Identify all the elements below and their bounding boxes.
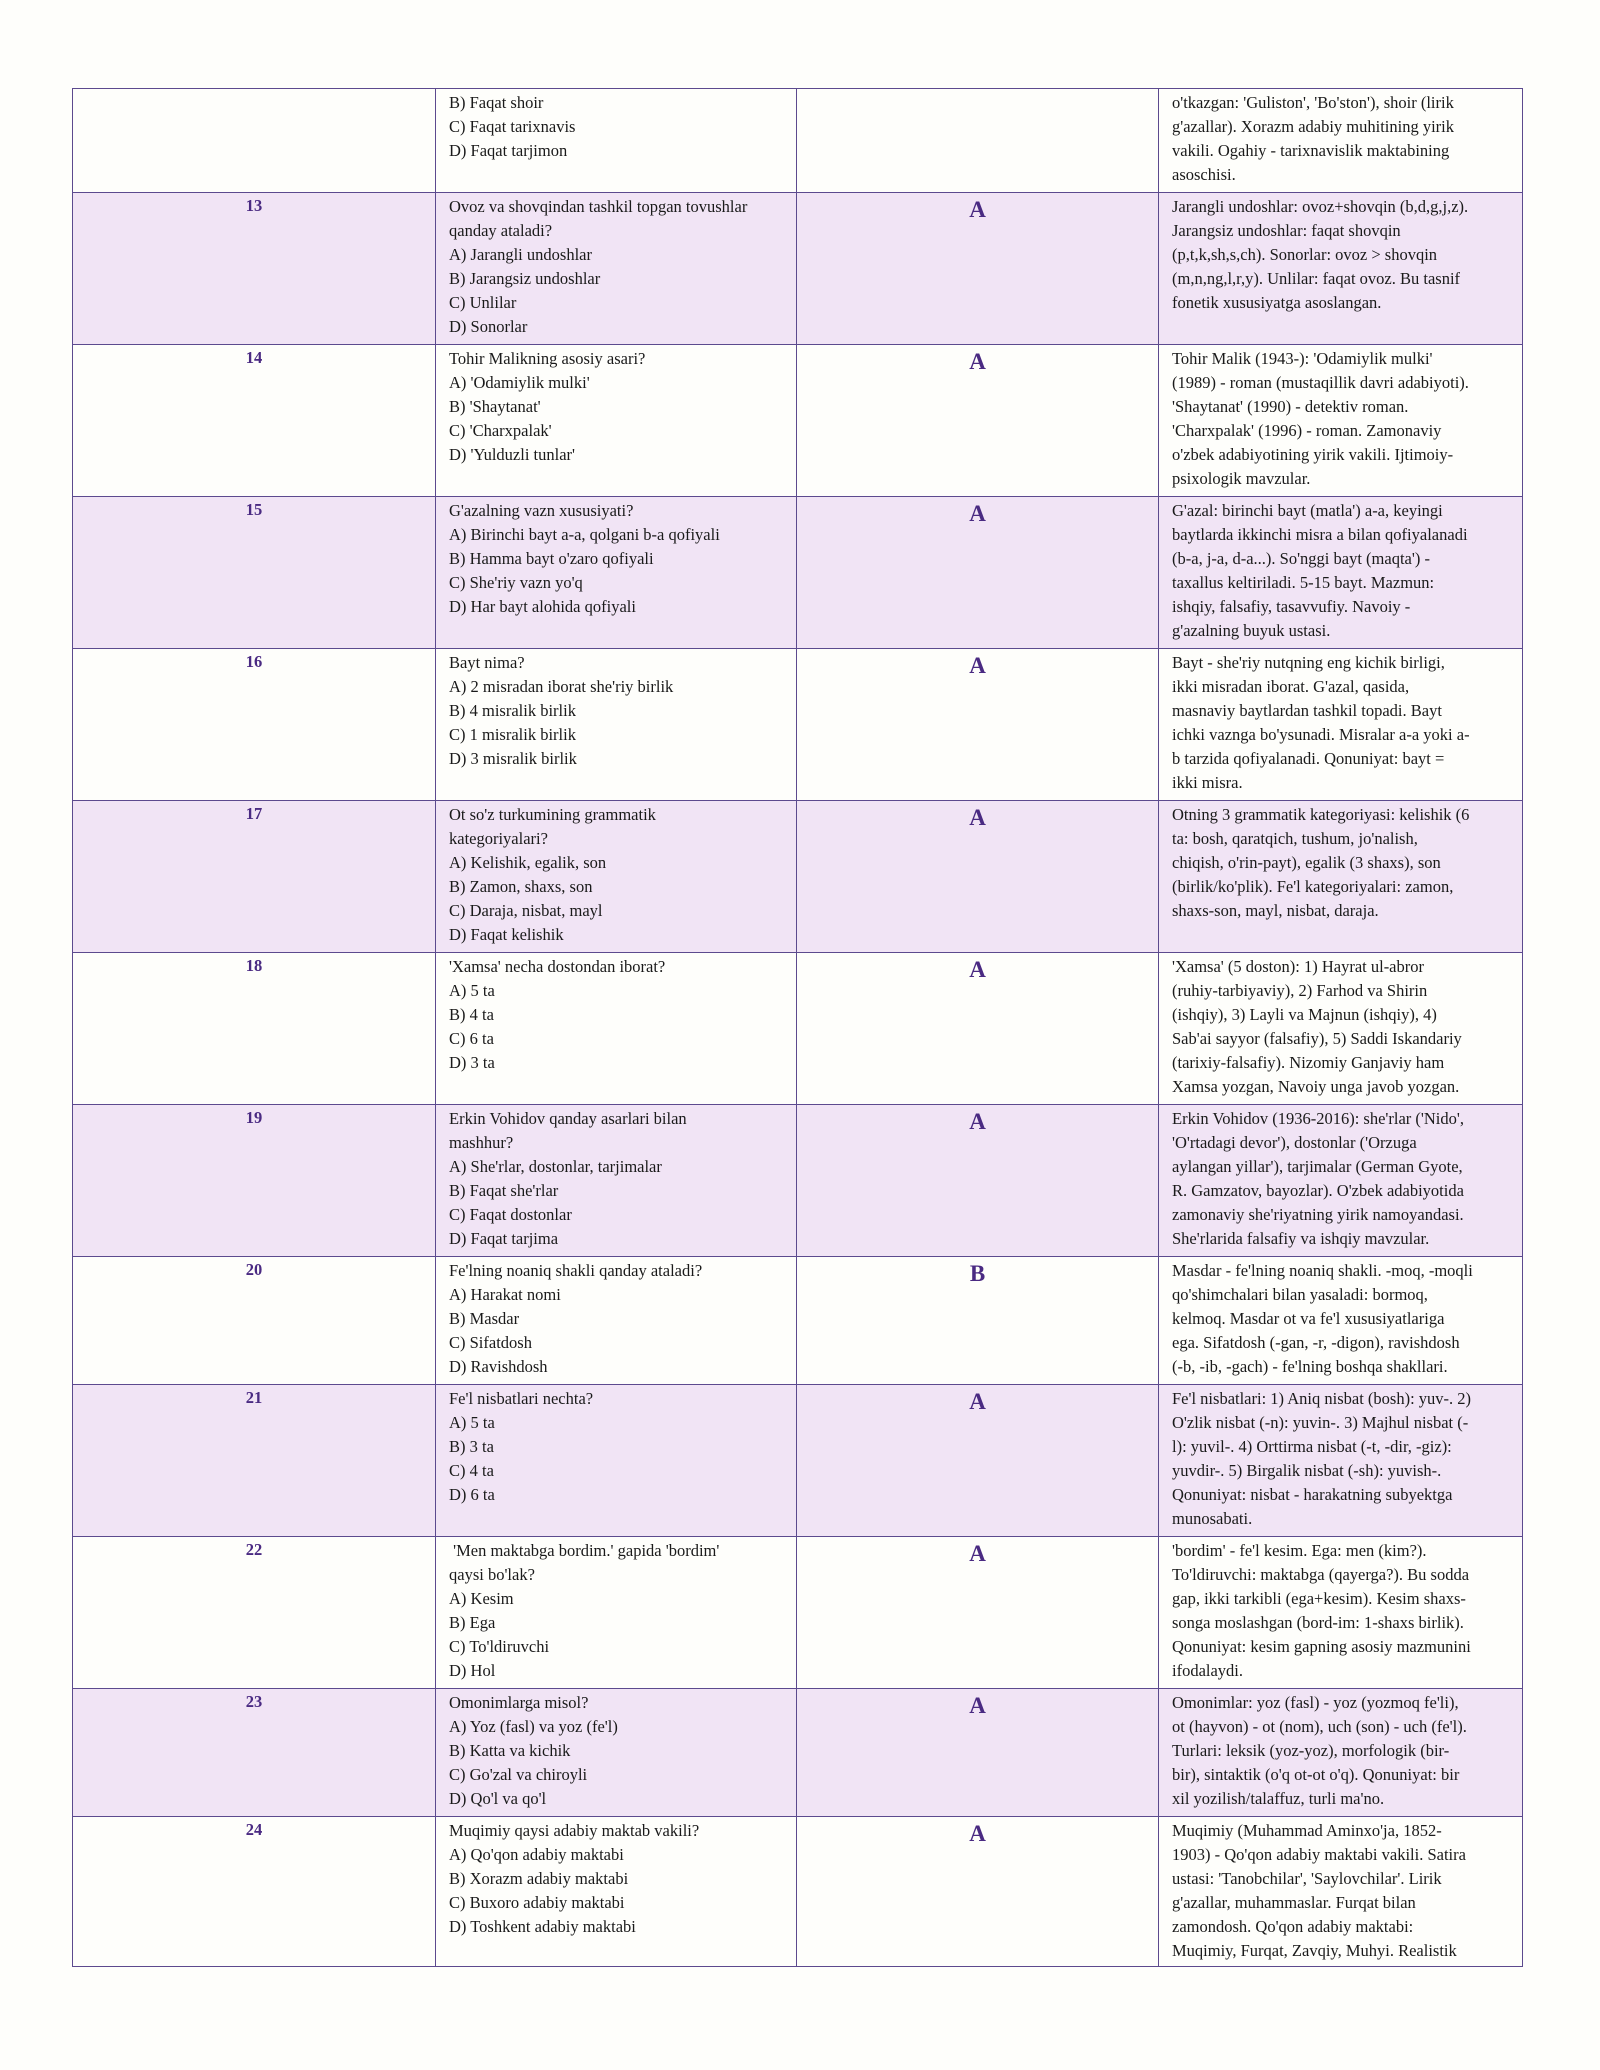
question-cell <box>436 1385 797 1537</box>
correct-answer-letter: A <box>969 197 986 222</box>
explanation-line: l): yuvil-. 4) Orttirma nisbat (-t, -dir, -giz): <box>1172 1437 1452 1456</box>
question-cell <box>436 1537 797 1689</box>
quiz-answer-table <box>72 88 1523 1967</box>
explanation-cell <box>1159 1689 1523 1817</box>
table-row <box>73 649 1523 801</box>
question-number-cell <box>73 1689 436 1817</box>
question-cell <box>436 345 797 497</box>
question-cell <box>436 1817 797 1967</box>
question-text-line: Ovoz va shovqindan tashkil topgan tovushlar <box>449 197 748 216</box>
question-cell <box>436 89 797 193</box>
explanation-line: g'azalning buyuk ustasi. <box>1172 621 1331 640</box>
question-line: D) Faqat tarjimon <box>449 141 568 160</box>
question-line: D) Faqat tarjima <box>449 1229 559 1248</box>
question-line: C) Daraja, nisbat, mayl <box>449 901 603 920</box>
question-line: D) 3 misralik birlik <box>449 749 577 768</box>
question-number-cell <box>73 1105 436 1257</box>
question-cell <box>436 953 797 1105</box>
question-line: C) She'riy vazn yo'q <box>449 573 583 592</box>
explanation-line: (b-a, j-a, d-a...). So'nggi bayt (maqta') - <box>1172 549 1430 568</box>
correct-answer-letter <box>797 89 1158 94</box>
correct-answer-letter: A <box>969 1693 986 1718</box>
question-line: B) Ega <box>449 1613 496 1632</box>
question-line: D) Har bayt alohida qofiyali <box>449 597 636 616</box>
explanation-cell <box>1159 1537 1523 1689</box>
table-row <box>73 1257 1523 1385</box>
question-number: 22 <box>245 1540 263 1559</box>
explanation-cell <box>1159 89 1523 193</box>
explanation-cell <box>1159 345 1523 497</box>
explanation-line: 'O'rtadagi devor'), dostonlar ('Orzuga <box>1172 1133 1417 1152</box>
explanation-line: Jarangli undoshlar: ovoz+shovqin (b,d,g,j,z). <box>1172 197 1469 216</box>
explanation-line: (ruhiy-tarbiyaviy), 2) Farhod va Shirin <box>1172 981 1428 1000</box>
table-row <box>73 801 1523 953</box>
explanation-line: 1903) - Qo'qon adabiy maktabi vakili. Satira <box>1172 1845 1466 1864</box>
explanation-line: Muqimiy (Muhammad Aminxo'ja, 1852- <box>1172 1821 1442 1840</box>
question-line: C) Unlilar <box>449 293 517 312</box>
explanation-cell <box>1159 1385 1523 1537</box>
question-number: 24 <box>245 1820 263 1839</box>
answer-cell <box>797 1385 1159 1537</box>
explanation-line: b tarzida qofiyalanadi. Qonuniyat: bayt = <box>1172 749 1445 768</box>
table-row <box>73 193 1523 345</box>
explanation-line: (birlik/ko'plik). Fe'l kategoriyalari: zamon, <box>1172 877 1454 896</box>
explanation-line: (p,t,k,sh,s,ch). Sonorlar: ovoz > shovqin <box>1172 245 1438 264</box>
question-number: 15 <box>245 500 263 519</box>
explanation-line: G'azal: birinchi bayt (matla') a-a, keyingi <box>1172 501 1443 520</box>
explanation-line: She'rlarida falsafiy va ishqiy mavzular. <box>1172 1229 1430 1248</box>
explanation-line: (-b, -ib, -gach) - fe'lning boshqa shakllari. <box>1172 1357 1448 1376</box>
question-cell <box>436 649 797 801</box>
correct-answer-letter: A <box>969 1821 986 1846</box>
question-cell <box>436 193 797 345</box>
correct-answer-letter: A <box>969 349 986 374</box>
explanation-line: Masdar - fe'lning noaniq shakli. -moq, -moqli <box>1172 1261 1473 1280</box>
question-line: C) 4 ta <box>449 1461 494 1480</box>
table-row <box>73 89 1523 193</box>
explanation-cell <box>1159 497 1523 649</box>
table-row <box>73 497 1523 649</box>
question-line: D) 'Yulduzli tunlar' <box>449 445 576 464</box>
question-number-cell <box>73 953 436 1105</box>
question-line: B) 4 misralik birlik <box>449 701 576 720</box>
question-line: A) Kesim <box>449 1589 514 1608</box>
question-line: C) Faqat dostonlar <box>449 1205 572 1224</box>
explanation-line: yuvdir-. 5) Birgalik nisbat (-sh): yuvish-. <box>1172 1461 1442 1480</box>
question-line: kategoriyalari? <box>449 829 548 848</box>
answer-cell <box>797 497 1159 649</box>
question-line: B) Hamma bayt o'zaro qofiyali <box>449 549 654 568</box>
question-line: C) 6 ta <box>449 1029 494 1048</box>
explanation-line: ishqiy, falsafiy, tasavvufiy. Navoiy - <box>1172 597 1411 616</box>
explanation-line: Muqimiy, Furqat, Zavqiy, Muhyi. Realistik <box>1172 1941 1457 1960</box>
question-number-cell <box>73 345 436 497</box>
answer-cell <box>797 193 1159 345</box>
question-line: D) Hol <box>449 1661 496 1680</box>
answer-cell <box>797 1105 1159 1257</box>
question-line: B) Katta va kichik <box>449 1741 571 1760</box>
question-number: 19 <box>245 1108 263 1127</box>
question-line: C) Buxoro adabiy maktabi <box>449 1893 625 1912</box>
question-line: D) 6 ta <box>449 1485 495 1504</box>
explanation-line: (ishqiy), 3) Layli va Majnun (ishqiy), 4) <box>1172 1005 1437 1024</box>
answer-cell <box>797 89 1159 193</box>
answer-cell <box>797 1817 1159 1967</box>
question-line: D) Qo'l va qo'l <box>449 1789 547 1808</box>
correct-answer-letter: A <box>969 957 986 982</box>
explanation-line: fonetik xususiyatga asoslangan. <box>1172 293 1382 312</box>
question-line: A) 5 ta <box>449 1413 495 1432</box>
question-cell <box>436 801 797 953</box>
explanation-line: o'zbek adabiyotining yirik vakili. Ijtimoiy- <box>1172 445 1454 464</box>
question-line: D) Sonorlar <box>449 317 528 336</box>
explanation-line: taxallus keltiriladi. 5-15 bayt. Mazmun: <box>1172 573 1435 592</box>
question-number-cell <box>73 1385 436 1537</box>
explanation-line: (1989) - roman (mustaqillik davri adabiyoti). <box>1172 373 1469 392</box>
explanation-cell <box>1159 193 1523 345</box>
question-number-cell <box>73 1817 436 1967</box>
explanation-line: ichki vaznga bo'ysunadi. Misralar a-a yoki a- <box>1172 725 1470 744</box>
answer-cell <box>797 1689 1159 1817</box>
explanation-line: baytlarda ikkinchi misra a bilan qofiyalanadi <box>1172 525 1468 544</box>
question-line: C) Go'zal va chiroyli <box>449 1765 588 1784</box>
explanation-cell <box>1159 953 1523 1105</box>
correct-answer-letter: A <box>969 805 986 830</box>
question-line: D) Toshkent adabiy maktabi <box>449 1917 636 1936</box>
explanation-line: Jarangsiz undoshlar: faqat shovqin <box>1172 221 1401 240</box>
explanation-line: ega. Sifatdosh (-gan, -r, -digon), ravishdosh <box>1172 1333 1460 1352</box>
question-line: B) Xorazm adabiy maktabi <box>449 1869 629 1888</box>
question-cell <box>436 1105 797 1257</box>
question-line: qaysi bo'lak? <box>449 1565 535 1584</box>
question-line: A) She'rlar, dostonlar, tarjimalar <box>449 1157 662 1176</box>
question-line: B) Zamon, shaxs, son <box>449 877 593 896</box>
table-row <box>73 1537 1523 1689</box>
question-line: A) Kelishik, egalik, son <box>449 853 607 872</box>
question-line: A) Birinchi bayt a-a, qolgani b-a qofiyali <box>449 525 720 544</box>
question-number-cell <box>73 89 436 193</box>
question-text-line: Muqimiy qaysi adabiy maktab vakili? <box>449 1821 700 1840</box>
correct-answer-letter: A <box>969 653 986 678</box>
question-number-cell <box>73 497 436 649</box>
question-number: 20 <box>245 1260 263 1279</box>
question-number: 18 <box>245 956 263 975</box>
answer-cell <box>797 345 1159 497</box>
explanation-line: ot (hayvon) - ot (nom), uch (son) - uch (fe'l). <box>1172 1717 1467 1736</box>
explanation-line: 'Xamsa' (5 doston): 1) Hayrat ul-abror <box>1172 957 1424 976</box>
explanation-line: 'bordim' - fe'l kesim. Ega: men (kim?). <box>1172 1541 1427 1560</box>
question-number-cell <box>73 649 436 801</box>
question-text-line: 'Xamsa' necha dostondan iborat? <box>449 957 666 976</box>
question-line: B) 3 ta <box>449 1437 494 1456</box>
explanation-line: o'tkazgan: 'Guliston', 'Bo'ston'), shoir (lirik <box>1172 93 1454 112</box>
explanation-line: gap, ikki tarkibli (ega+kesim). Kesim shaxs- <box>1172 1589 1466 1608</box>
question-number-cell <box>73 193 436 345</box>
explanation-line: Omonimlar: yoz (fasl) - yoz (yozmoq fe'li), <box>1172 1693 1459 1712</box>
explanation-line: Qonuniyat: nisbat - harakatning subyektga <box>1172 1485 1453 1504</box>
question-number-cell <box>73 1537 436 1689</box>
question-text-line: Fe'lning noaniq shakli qanday ataladi? <box>449 1261 703 1280</box>
question-number: 14 <box>245 348 263 367</box>
explanation-line: R. Gamzatov, bayozlar). O'zbek adabiyotida <box>1172 1181 1464 1200</box>
question-text-line: Tohir Malikning asosiy asari? <box>449 349 646 368</box>
explanation-line: chiqish, o'rin-payt), egalik (3 shaxs), son <box>1172 853 1441 872</box>
explanation-line: bir), sintaktik (o'q ot-ot o'q). Qonuniyat: bir <box>1172 1765 1460 1784</box>
explanation-line: ta: bosh, qaratqich, tushum, jo'nalish, <box>1172 829 1418 848</box>
explanation-line: ustasi: 'Tanobchilar', 'Saylovchilar'. Lirik <box>1172 1869 1442 1888</box>
question-cell <box>436 1257 797 1385</box>
question-line: qanday ataladi? <box>449 221 553 240</box>
question-number: 21 <box>245 1388 263 1407</box>
table-row <box>73 1385 1523 1537</box>
explanation-line: To'ldiruvchi: maktabga (qayerga?). Bu sodda <box>1172 1565 1470 1584</box>
question-number: 23 <box>245 1692 263 1711</box>
explanation-line: asoschisi. <box>1172 165 1236 184</box>
question-number: 13 <box>245 196 263 215</box>
question-line: B) 4 ta <box>449 1005 494 1024</box>
answer-cell <box>797 1257 1159 1385</box>
table-row <box>73 1817 1523 1967</box>
explanation-line: qo'shimchalari bilan yasaladi: bormoq, <box>1172 1285 1428 1304</box>
question-line: C) Sifatdosh <box>449 1333 532 1352</box>
explanation-line: Sab'ai sayyor (falsafiy), 5) Saddi Iskandariy <box>1172 1029 1462 1048</box>
question-line: B) 'Shaytanat' <box>449 397 541 416</box>
explanation-line: ikki misra. <box>1172 773 1243 792</box>
question-line: A) Yoz (fasl) va yoz (fe'l) <box>449 1717 618 1736</box>
explanation-line: Xamsa yozgan, Navoiy unga javob yozgan. <box>1172 1077 1460 1096</box>
question-cell <box>436 1689 797 1817</box>
question-line: B) Faqat she'rlar <box>449 1181 559 1200</box>
explanation-line: kelmoq. Masdar ot va fe'l xususiyatlariga <box>1172 1309 1445 1328</box>
question-text-line: 'Men maktabga bordim.' gapida 'bordim' <box>449 1541 720 1560</box>
question-line: C) 1 misralik birlik <box>449 725 576 744</box>
answer-cell <box>797 1537 1159 1689</box>
table-row <box>73 1689 1523 1817</box>
explanation-line: zamonaviy she'riyatning yirik namoyandasi. <box>1172 1205 1464 1224</box>
explanation-line: aylangan yillar'), tarjimalar (German Gyote, <box>1172 1157 1463 1176</box>
answer-cell <box>797 953 1159 1105</box>
question-line: D) Faqat kelishik <box>449 925 564 944</box>
explanation-cell <box>1159 1105 1523 1257</box>
question-cell <box>436 497 797 649</box>
question-line: B) Faqat shoir <box>449 93 544 112</box>
correct-answer-letter: A <box>969 501 986 526</box>
correct-answer-letter: B <box>969 1261 986 1286</box>
question-text-line: G'azalning vazn xususiyati? <box>449 501 634 520</box>
table-row <box>73 345 1523 497</box>
question-line: B) Masdar <box>449 1309 520 1328</box>
correct-answer-letter: A <box>969 1109 986 1134</box>
table-row <box>73 1105 1523 1257</box>
question-line: C) Faqat tarixnavis <box>449 117 576 136</box>
explanation-line: 'Charxpalak' (1996) - roman. Zamonaviy <box>1172 421 1442 440</box>
question-line: A) Qo'qon adabiy maktabi <box>449 1845 624 1864</box>
question-number-cell <box>73 801 436 953</box>
explanation-line: Bayt - she'riy nutqning eng kichik birligi, <box>1172 653 1445 672</box>
explanation-line: O'zlik nisbat (-n): yuvin-. 3) Majhul nisbat (- <box>1172 1413 1469 1432</box>
question-line: A) Harakat nomi <box>449 1285 561 1304</box>
question-text-line: Erkin Vohidov qanday asarlari bilan <box>449 1109 687 1128</box>
question-text-line: Omonimlarga misol? <box>449 1693 589 1712</box>
explanation-line: shaxs-son, mayl, nisbat, daraja. <box>1172 901 1379 920</box>
explanation-line: Fe'l nisbatlari: 1) Aniq nisbat (bosh): yuv-. 2) <box>1172 1389 1472 1408</box>
explanation-line: Tohir Malik (1943-): 'Odamiylik mulki' <box>1172 349 1433 368</box>
explanation-line: Qonuniyat: kesim gapning asosiy mazmunini <box>1172 1637 1471 1656</box>
question-line: mashhur? <box>449 1133 514 1152</box>
explanation-line: g'azallar). Xorazm adabiy muhitining yirik <box>1172 117 1455 136</box>
explanation-line: munosabati. <box>1172 1509 1253 1528</box>
question-text-line: Fe'l nisbatlari nechta? <box>449 1389 594 1408</box>
correct-answer-letter: A <box>969 1541 986 1566</box>
question-line: A) 5 ta <box>449 981 495 1000</box>
explanation-line: 'Shaytanat' (1990) - detektiv roman. <box>1172 397 1409 416</box>
question-number: 17 <box>245 804 263 823</box>
explanation-line: vakili. Ogahiy - tarixnavislik maktabining <box>1172 141 1450 160</box>
question-number: 16 <box>245 652 263 671</box>
table-row <box>73 953 1523 1105</box>
answer-cell <box>797 649 1159 801</box>
question-line: D) Ravishdosh <box>449 1357 548 1376</box>
explanation-cell <box>1159 801 1523 953</box>
answer-cell <box>797 801 1159 953</box>
explanation-line: songa moslashgan (bord-im: 1-shaxs birlik). <box>1172 1613 1464 1632</box>
question-text-line: Bayt nima? <box>449 653 525 672</box>
explanation-line: (m,n,ng,l,r,y). Unlilar: faqat ovoz. Bu tasnif <box>1172 269 1461 288</box>
explanation-line: xil yozilish/talaffuz, turli ma'no. <box>1172 1789 1385 1808</box>
explanation-line: ifodalaydi. <box>1172 1661 1244 1680</box>
question-number <box>73 89 435 90</box>
question-line: A) 2 misradan iborat she'riy birlik <box>449 677 674 696</box>
question-line: A) Jarangli undoshlar <box>449 245 592 264</box>
question-number-cell <box>73 1257 436 1385</box>
question-line: C) 'Charxpalak' <box>449 421 552 440</box>
explanation-line: zamondosh. Qo'qon adabiy maktabi: <box>1172 1917 1414 1936</box>
explanation-line: (tarixiy-falsafiy). Nizomiy Ganjaviy ham <box>1172 1053 1445 1072</box>
explanation-cell <box>1159 649 1523 801</box>
question-line: D) 3 ta <box>449 1053 495 1072</box>
correct-answer-letter: A <box>969 1389 986 1414</box>
question-line: C) To'ldiruvchi <box>449 1637 550 1656</box>
explanation-cell <box>1159 1257 1523 1385</box>
explanation-line: Erkin Vohidov (1936-2016): she'rlar ('Nido', <box>1172 1109 1464 1128</box>
quiz-table-body <box>73 89 1523 1967</box>
explanation-line: Turlari: leksik (yoz-yoz), morfologik (bir- <box>1172 1741 1450 1760</box>
explanation-cell <box>1159 1817 1523 1967</box>
question-text-line: Ot so'z turkumining grammatik <box>449 805 656 824</box>
explanation-line: masnaviy baytlardan tashkil topadi. Bayt <box>1172 701 1442 720</box>
question-line: B) Jarangsiz undoshlar <box>449 269 601 288</box>
explanation-line: g'azallar, muhammaslar. Furqat bilan <box>1172 1893 1416 1912</box>
question-line: A) 'Odamiylik mulki' <box>449 373 590 392</box>
explanation-line: psixologik mavzular. <box>1172 469 1311 488</box>
explanation-line: Otning 3 grammatik kategoriyasi: kelishik (6 <box>1172 805 1470 824</box>
explanation-line: ikki misradan iborat. G'azal, qasida, <box>1172 677 1410 696</box>
